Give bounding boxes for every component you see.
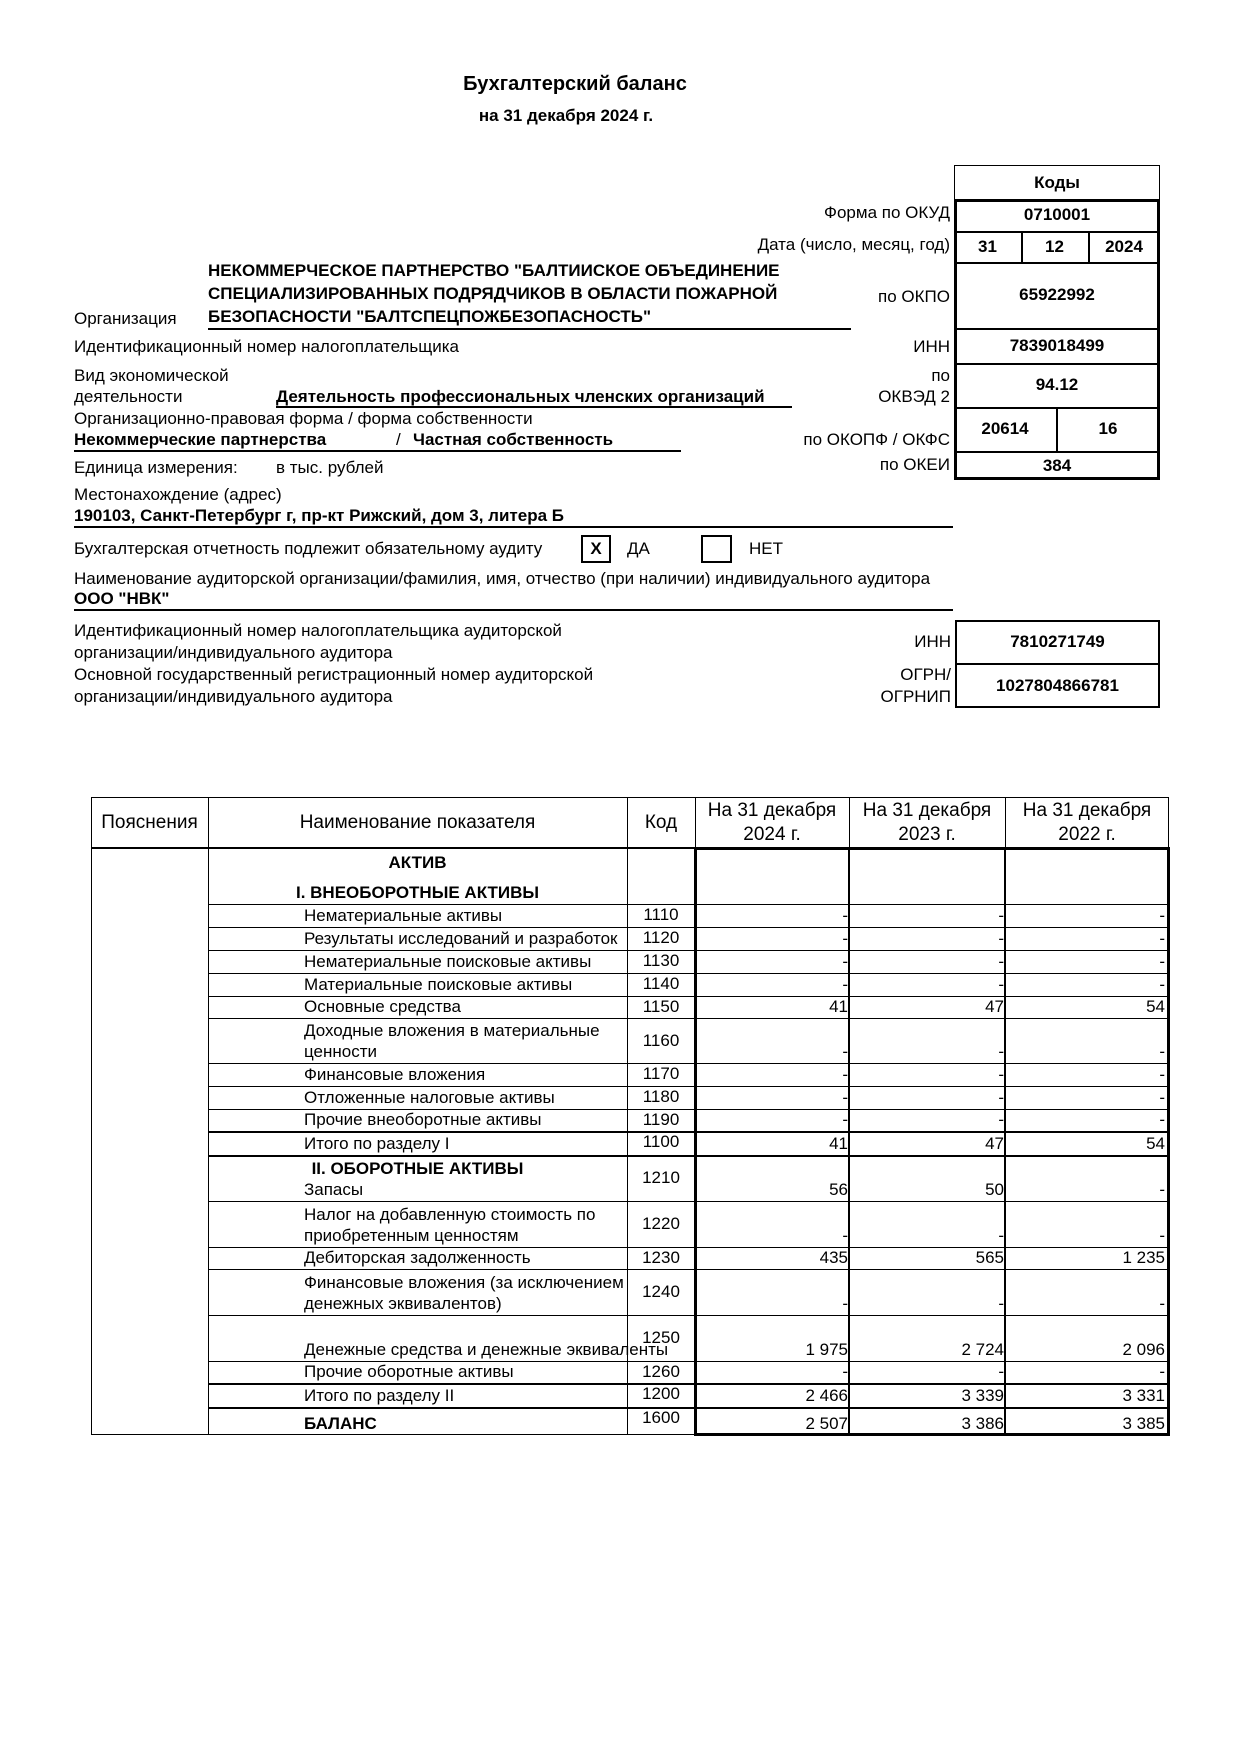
row-name-line-2: приобретенным ценностям bbox=[304, 1226, 519, 1245]
col-name-header: Наименование показателя bbox=[299, 812, 536, 833]
row-code: 1180 bbox=[642, 1087, 680, 1106]
row-value-v2024: - bbox=[842, 929, 848, 948]
auditor-ogrn-label-2: организации/индивидуального аудитора bbox=[74, 687, 393, 706]
org-underline bbox=[208, 328, 851, 330]
address-label: Местонахождение (адрес) bbox=[74, 485, 282, 504]
row-name-line-2: ценности bbox=[304, 1042, 378, 1061]
row-divider bbox=[208, 1018, 1169, 1019]
row-name: Финансовые вложения (за исключением bbox=[304, 1273, 624, 1292]
row-value-v2023: - bbox=[998, 906, 1004, 925]
row-value-v2024: - bbox=[842, 1088, 848, 1107]
row-value-v2023: - bbox=[998, 1088, 1004, 1107]
auditor-label: Наименование аудиторской организации/фамилия, имя, отчество (при наличии) индивидуального аудитора bbox=[74, 569, 931, 588]
row-code: 1220 bbox=[642, 1214, 680, 1233]
row-value-v2022: - bbox=[1159, 1226, 1165, 1245]
section-assets: АКТИВ bbox=[388, 853, 447, 872]
auditor-inn: 7810271749 bbox=[1010, 631, 1105, 651]
inn-label: ИНН bbox=[913, 337, 950, 356]
okved-label-1: по bbox=[931, 366, 950, 385]
row-code: 1170 bbox=[642, 1064, 680, 1083]
date-year: 2024 bbox=[1105, 236, 1143, 256]
row-value-v2022: 2 096 bbox=[1122, 1340, 1165, 1359]
audit-yes-mark: X bbox=[590, 539, 602, 558]
col-2024-header-1: На 31 декабря bbox=[707, 800, 837, 821]
row-value-v2022: - bbox=[1159, 929, 1165, 948]
row-divider bbox=[208, 1155, 1169, 1157]
row-code: 1130 bbox=[642, 951, 680, 970]
row-code: 1200 bbox=[642, 1384, 680, 1403]
okfs-code: 16 bbox=[1098, 419, 1118, 438]
row-code: 1260 bbox=[642, 1362, 680, 1381]
col-2024-header-2: 2024 г. bbox=[743, 824, 801, 845]
row-value-v2024: - bbox=[842, 975, 848, 994]
date-label: Дата (число, месяц, год) bbox=[757, 235, 950, 254]
row-value-v2024: - bbox=[842, 952, 848, 971]
row-code: 1160 bbox=[642, 1031, 680, 1050]
row-value-v2022: - bbox=[1159, 1294, 1165, 1313]
col-2023-header-2: 2023 г. bbox=[898, 824, 956, 845]
section-1-title: I. ВНЕОБОРОТНЫЕ АКТИВЫ bbox=[295, 883, 540, 902]
row-name: Денежные средства и денежные эквиваленты bbox=[304, 1340, 669, 1359]
row-value-v2023: 47 bbox=[985, 1134, 1004, 1153]
okpo-label: по ОКПО bbox=[878, 287, 950, 306]
org-label: Организация bbox=[74, 309, 177, 328]
row-value-v2022: - bbox=[1159, 906, 1165, 925]
row-value-v2023: - bbox=[998, 1042, 1004, 1061]
row-name: Доходные вложения в материальные bbox=[304, 1021, 600, 1040]
okopf-label: по ОКОПФ / ОКФС bbox=[803, 430, 950, 449]
legal-form-value: Некоммерческие партнерства bbox=[74, 430, 327, 449]
row-name: Финансовые вложения bbox=[304, 1065, 486, 1084]
row-value-v2023: - bbox=[998, 1294, 1004, 1313]
row-name-line-2: денежных эквивалентов) bbox=[304, 1294, 502, 1313]
activity-label-2: деятельности bbox=[74, 387, 183, 406]
legal-form-slash: / bbox=[396, 430, 401, 449]
row-value-v2024: 2 466 bbox=[805, 1386, 848, 1405]
audit-no-mark bbox=[701, 535, 732, 563]
row-code: 1190 bbox=[642, 1110, 680, 1129]
row-value-v2022: - bbox=[1159, 1110, 1165, 1129]
row-value-v2023: 50 bbox=[985, 1180, 1004, 1199]
row-value-v2022: - bbox=[1159, 1042, 1165, 1061]
unit-value: в тыс. рублей bbox=[276, 458, 384, 477]
row-name: Основные средства bbox=[304, 997, 461, 1016]
row-value-v2024: 41 bbox=[829, 997, 848, 1016]
row-value-v2022: - bbox=[1159, 1180, 1165, 1199]
col-2022-header-1: На 31 декабря bbox=[1022, 800, 1152, 821]
row-value-v2023: 47 bbox=[985, 997, 1004, 1016]
row-code: 1230 bbox=[642, 1248, 680, 1267]
audit-yes-label: ДА bbox=[627, 539, 650, 558]
okved-code: 94.12 bbox=[1035, 375, 1079, 394]
row-value-v2024: - bbox=[842, 1110, 848, 1129]
auditor-underline bbox=[74, 609, 953, 611]
row-value-v2023: - bbox=[998, 1110, 1004, 1129]
auditor-inn-label-2: организации/индивидуального аудитора bbox=[74, 643, 393, 662]
row-value-v2022: - bbox=[1159, 975, 1165, 994]
row-divider bbox=[208, 1201, 1169, 1202]
auditor-inn-label-1: Идентификационный номер налогоплательщика аудиторской bbox=[74, 621, 562, 640]
row-code: 1250 bbox=[642, 1328, 680, 1347]
row-name: Прочие оборотные активы bbox=[304, 1362, 514, 1381]
row-name: Результаты исследований и разработок bbox=[304, 929, 618, 948]
date-month: 12 bbox=[1045, 236, 1064, 256]
okud-code: 0710001 bbox=[1023, 205, 1091, 224]
row-name: Итого по разделу I bbox=[304, 1134, 450, 1153]
row-value-v2023: 3 386 bbox=[961, 1414, 1004, 1433]
page-subtitle: на 31 декабря 2024 г. bbox=[478, 106, 654, 125]
row-value-v2023: - bbox=[998, 1226, 1004, 1245]
inn-code: 7839018499 bbox=[1009, 335, 1105, 355]
row-value-v2024: - bbox=[842, 1294, 848, 1313]
row-value-v2023: - bbox=[998, 929, 1004, 948]
activity-underline bbox=[276, 406, 792, 408]
row-value-v2024: - bbox=[842, 1226, 848, 1245]
row-code: 1110 bbox=[643, 905, 679, 924]
legal-form-underline bbox=[74, 450, 681, 452]
row-value-v2023: - bbox=[998, 975, 1004, 994]
row-name: Налог на добавленную стоимость по bbox=[304, 1205, 596, 1224]
row-value-v2024: - bbox=[842, 1065, 848, 1084]
row-value-v2022: 54 bbox=[1146, 997, 1165, 1016]
row-name: Отложенные налоговые активы bbox=[304, 1088, 555, 1107]
row-divider bbox=[208, 1269, 1169, 1270]
row-value-v2024: 41 bbox=[829, 1134, 848, 1153]
row-value-v2024: 2 507 bbox=[805, 1414, 848, 1433]
row-value-v2023: - bbox=[998, 952, 1004, 971]
row-name: Нематериальные поисковые активы bbox=[304, 952, 592, 971]
auditor-ogrn-code-label-1: ОГРН/ bbox=[900, 665, 951, 684]
row-value-v2022: 3 331 bbox=[1122, 1386, 1165, 1405]
address-underline bbox=[74, 526, 953, 528]
row-value-v2023: 3 339 bbox=[961, 1386, 1004, 1405]
inn-text: Идентификационный номер налогоплательщика bbox=[74, 337, 459, 356]
row-value-v2023: 565 bbox=[975, 1248, 1004, 1267]
row-name: Запасы bbox=[304, 1180, 364, 1199]
codes-title: Коды bbox=[1034, 172, 1080, 192]
date-day: 31 bbox=[978, 236, 997, 256]
row-value-v2024: - bbox=[842, 906, 848, 925]
activity-value: Деятельность профессиональных членских организаций bbox=[276, 387, 765, 406]
okopf-code: 20614 bbox=[981, 419, 1029, 438]
col-2022-header-2: 2022 г. bbox=[1058, 824, 1116, 845]
row-code: 1240 bbox=[642, 1282, 680, 1301]
legal-form-label: Организационно-правовая форма / форма собственности bbox=[74, 409, 533, 428]
row-value-v2024: - bbox=[842, 1042, 848, 1061]
row-code: 1150 bbox=[642, 997, 680, 1016]
okud-label: Форма по ОКУД bbox=[824, 203, 950, 222]
row-value-v2023: - bbox=[998, 1065, 1004, 1084]
col-notes-header: Пояснения bbox=[101, 812, 198, 833]
auditor-ogrn: 1027804866781 bbox=[996, 675, 1119, 695]
row-value-v2022: 1 235 bbox=[1122, 1248, 1165, 1267]
okpo-code: 65922992 bbox=[1019, 285, 1095, 304]
col-code-header: Код bbox=[644, 812, 678, 833]
okved-label-2: ОКВЭД 2 bbox=[878, 387, 950, 406]
row-value-v2023: 2 724 bbox=[961, 1340, 1004, 1359]
row-value-v2023: - bbox=[998, 1362, 1004, 1381]
row-value-v2022: - bbox=[1159, 1065, 1165, 1084]
row-name: Прочие внеоборотные активы bbox=[304, 1110, 542, 1129]
col-2023-header-1: На 31 декабря bbox=[862, 800, 992, 821]
page-title: Бухгалтерский баланс bbox=[463, 73, 687, 95]
ownership-value: Частная собственность bbox=[413, 430, 614, 449]
row-value-v2024: 435 bbox=[819, 1248, 848, 1267]
row-name: Дебиторская задолженность bbox=[304, 1248, 531, 1267]
row-value-v2022: - bbox=[1159, 1088, 1165, 1107]
auditor-ogrn-label-1: Основной государственный регистрационный номер аудиторской bbox=[74, 665, 594, 684]
row-value-v2024: - bbox=[842, 1362, 848, 1381]
okei-code: 384 bbox=[1042, 455, 1072, 475]
row-value-v2024: 56 bbox=[829, 1180, 848, 1199]
org-name-line-2: СПЕЦИАЛИЗИРОВАННЫХ ПОДРЯДЧИКОВ В ОБЛАСТИ ПОЖАРНОЙ bbox=[208, 284, 778, 303]
section-2-title: II. ОБОРОТНЫЕ АКТИВЫ bbox=[311, 1159, 524, 1178]
unit-label: Единица измерения: bbox=[74, 458, 238, 477]
okei-label: по ОКЕИ bbox=[879, 455, 950, 474]
address-value: 190103, Санкт-Петербург г, пр-кт Рижский, дом 3, литера Б bbox=[74, 506, 564, 525]
auditor-name: ООО "НВК" bbox=[74, 589, 170, 608]
row-code: 1600 bbox=[642, 1408, 680, 1427]
row-name: БАЛАНС bbox=[304, 1414, 377, 1433]
audit-no-label: НЕТ bbox=[749, 539, 783, 558]
row-value-v2022: - bbox=[1159, 1362, 1165, 1381]
row-value-v2022: - bbox=[1159, 952, 1165, 971]
row-name: Нематериальные активы bbox=[304, 906, 503, 925]
row-value-v2022: 54 bbox=[1146, 1134, 1165, 1153]
row-code: 1210 bbox=[642, 1168, 680, 1187]
row-name: Итого по разделу II bbox=[304, 1386, 455, 1405]
audit-question: Бухгалтерская отчетность подлежит обязательному аудиту bbox=[74, 539, 543, 558]
activity-label-1: Вид экономической bbox=[74, 366, 229, 385]
row-name: Материальные поисковые активы bbox=[304, 975, 573, 994]
row-code: 1100 bbox=[642, 1132, 680, 1151]
row-divider bbox=[208, 1315, 1169, 1316]
org-name-line-3: БЕЗОПАСНОСТИ "БАЛТСПЕЦПОЖБЕЗОПАСНОСТЬ" bbox=[208, 307, 652, 326]
auditor-inn-code-label: ИНН bbox=[914, 632, 951, 651]
row-code: 1120 bbox=[642, 928, 680, 947]
row-code: 1140 bbox=[642, 974, 680, 993]
row-value-v2022: 3 385 bbox=[1122, 1414, 1165, 1433]
row-value-v2024: 1 975 bbox=[805, 1340, 848, 1359]
auditor-ogrn-code-label-2: ОГРНИП bbox=[880, 687, 951, 706]
org-name-line-1: НЕКОММЕРЧЕСКОЕ ПАРТНЕРСТВО "БАЛТИИСКОЕ ОБЪЕДИНЕНИЕ bbox=[208, 261, 780, 280]
